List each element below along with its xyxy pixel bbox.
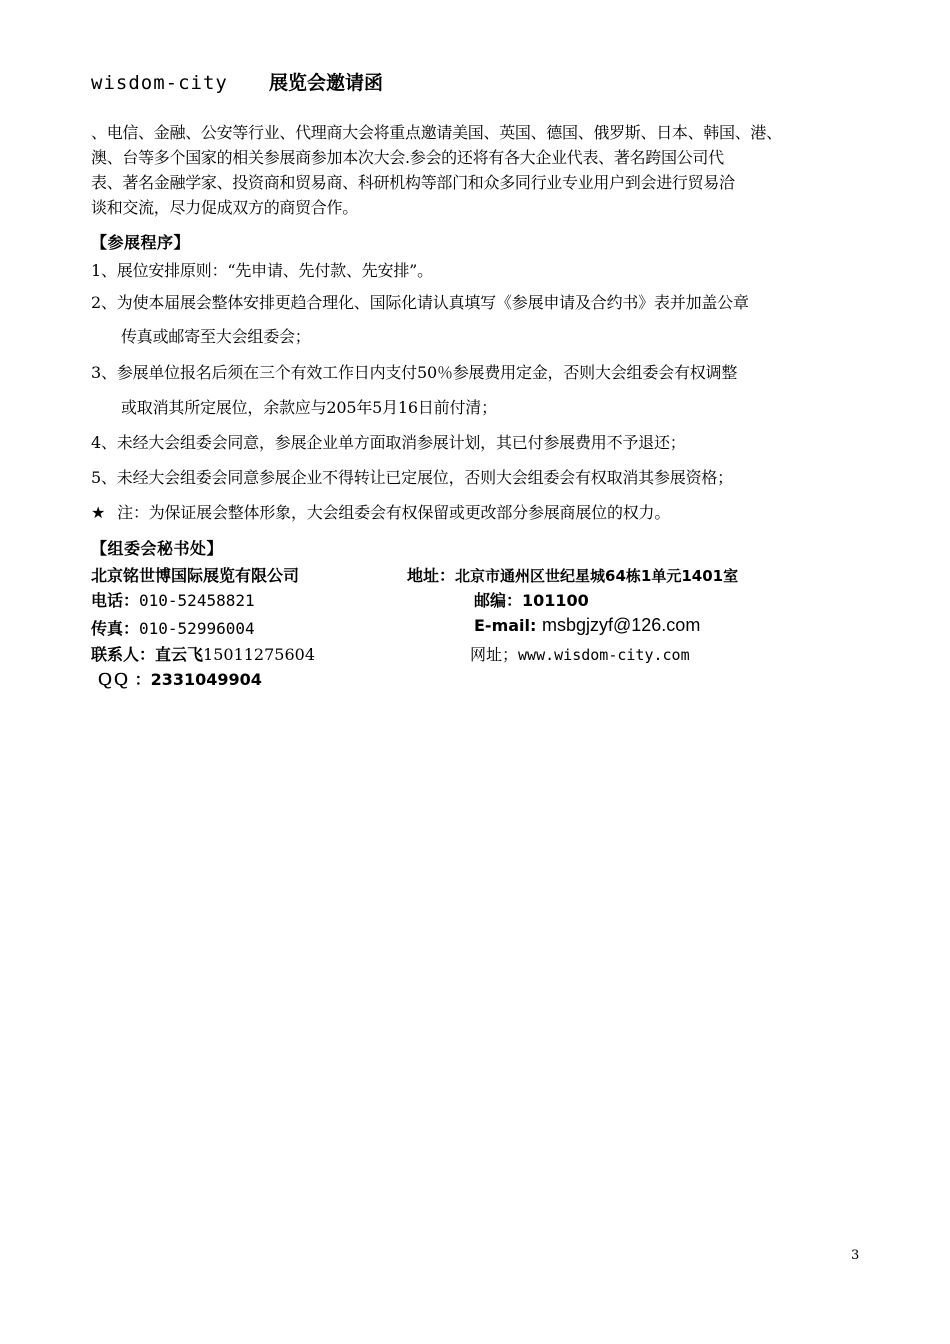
procedure-item-2: 2、为使本届展会整体安排更趋合理化、国际化请认真填写《参展申请及合约书》表并加盖公章 — [91, 293, 749, 312]
page-header — [91, 68, 383, 96]
procedure-item-2-cont: 传真或邮寄至大会组委会； — [121, 327, 311, 346]
contact-label: 联系人： — [91, 645, 156, 664]
email-label: E-mail: — [474, 616, 542, 635]
email-value[interactable]: msbgjzyf@126.com — [541, 615, 701, 635]
intro-paragraph — [91, 120, 881, 220]
website — [470, 642, 690, 665]
postcode — [474, 588, 589, 611]
intro-line: 谈和交流，尽力促成双方的商贸合作。 — [91, 198, 358, 217]
fax-label: 传真： — [91, 619, 140, 638]
qq-value: 2331049904 — [150, 670, 262, 689]
procedure-item-3: 3、参展单位报名后须在三个有效工作日内支付50％参展费用定金，否则大会组委会有权调整 — [91, 363, 738, 382]
email — [474, 615, 700, 636]
secretariat-title: 【组委会秘书处】 — [91, 539, 224, 558]
postcode-value: 101100 — [522, 591, 589, 610]
contact-name: 直云飞 — [155, 645, 204, 664]
address-label: 地址： — [407, 566, 456, 585]
procedure-item-3-cont: 或取消其所定展位，余款应与205年5月16日前付清； — [121, 398, 497, 417]
address-value: 北京市通州区世纪星城64栋1单元1401室 — [455, 567, 739, 585]
page-number: 3 — [851, 1248, 860, 1263]
postcode-label: 邮编： — [474, 591, 523, 610]
phone — [91, 588, 255, 611]
website-value[interactable]: www.wisdom-city.com — [518, 646, 690, 664]
star-icon: ★ — [91, 503, 106, 522]
note-text: 注：为保证展会整体形象，大会组委会有权保留或更改部分参展商展位的权力。 — [117, 503, 671, 522]
qq-label: ＱＱ ： — [97, 670, 151, 689]
address — [407, 563, 738, 586]
intro-line: 表、著名金融学家、投资商和贸易商、科研机构等部门和众多同行业专业用户到会进行贸易洽 — [91, 173, 735, 192]
website-label: 网址； — [470, 645, 519, 664]
phone-label: 电话： — [91, 591, 140, 610]
procedure-item-1: 1、展位安排原则：“先申请、先付款、先安排”。 — [91, 261, 433, 280]
procedure-item-4: 4、未经大会组委会同意，参展企业单方面取消参展计划，其已付参展费用不予退还； — [91, 433, 686, 452]
procedure-item-5: 5、未经大会组委会同意参展企业不得转让已定展位，否则大会组委会有权取消其参展资格； — [91, 468, 733, 487]
intro-line: 、电信、金融、公安等行业、代理商大会将重点邀请美国、英国、德国、俄罗斯、日本、韩国、港、 — [91, 123, 782, 142]
contact-person — [91, 642, 315, 665]
intro-line: 澳、台等多个国家的相关参展商参加本次大会.参会的还将有各大企业代表、著名跨国公司代 — [91, 148, 724, 167]
fax-value: 010-52996004 — [139, 619, 255, 638]
contact-phone: 15011275604 — [203, 645, 316, 664]
company-name: 北京铭世博国际展览有限公司 — [91, 566, 300, 585]
fax — [91, 616, 255, 639]
procedure-title: 【参展程序】 — [91, 233, 191, 252]
qq — [97, 667, 262, 690]
document-title: 展览会邀请函 — [268, 72, 383, 94]
procedure-note — [91, 500, 670, 523]
brand-name: wisdom-city — [91, 72, 228, 94]
phone-value: 010-52458821 — [139, 591, 255, 610]
